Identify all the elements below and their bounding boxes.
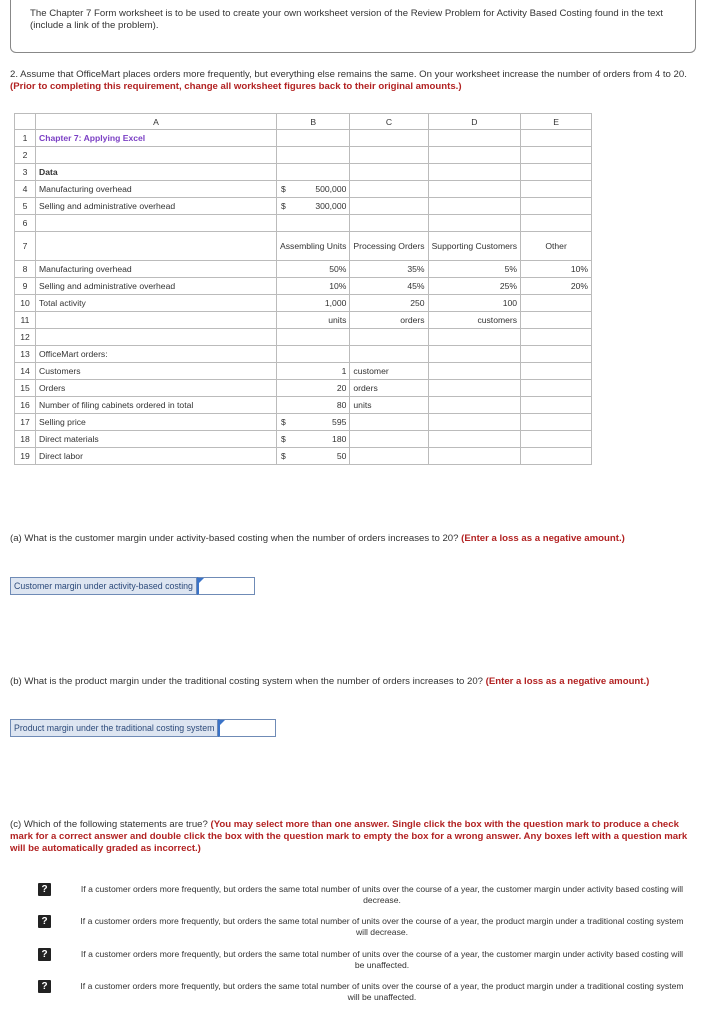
sheet-row bbox=[15, 431, 592, 448]
requirement-instruction: (Prior to completing this requirement, change all worksheet figures back to their original amounts.) bbox=[10, 81, 462, 92]
value-cell: 250 bbox=[350, 295, 428, 312]
row-label: Manufacturing overhead bbox=[36, 261, 277, 278]
column-header-b: B bbox=[277, 114, 350, 130]
question-a-text: (a) What is the customer margin under activity-based costing when the number of orders increases to 20? bbox=[10, 533, 462, 544]
direct-materials-value: 180 bbox=[332, 434, 347, 444]
sheet-row bbox=[15, 414, 592, 431]
value-cell: 80 bbox=[277, 397, 350, 414]
cell bbox=[521, 215, 592, 232]
sheet-row bbox=[15, 198, 592, 215]
customer-margin-input[interactable] bbox=[197, 577, 255, 595]
sheet-row bbox=[15, 278, 592, 295]
choice-item bbox=[38, 916, 688, 938]
cell bbox=[350, 414, 428, 431]
sheet-row bbox=[15, 215, 592, 232]
cell bbox=[521, 363, 592, 380]
sga-value: 300,000 bbox=[315, 201, 347, 211]
cell bbox=[350, 130, 428, 147]
sheet-row bbox=[15, 130, 592, 147]
row-number: 9 bbox=[15, 278, 36, 295]
choice-text: If a customer orders more frequently, but orders the same total number of units over the course of a year, the customer margin under activity based costing will decrease. bbox=[80, 884, 684, 905]
row-number: 2 bbox=[15, 147, 36, 164]
pool-header-processing: Processing Orders bbox=[350, 232, 428, 261]
choice-item bbox=[38, 981, 688, 1003]
column-header-d: D bbox=[428, 114, 521, 130]
row-label: Direct labor bbox=[36, 448, 277, 465]
corner-cell bbox=[15, 114, 36, 130]
row-label: Selling and administrative overhead bbox=[36, 278, 277, 295]
row-number: 8 bbox=[15, 261, 36, 278]
row-number: 16 bbox=[15, 397, 36, 414]
sga-label: Selling and administrative overhead bbox=[36, 198, 277, 215]
cell bbox=[277, 130, 350, 147]
product-margin-input[interactable] bbox=[218, 719, 276, 737]
cell bbox=[36, 215, 277, 232]
row-label: Direct materials bbox=[36, 431, 277, 448]
sga-cell bbox=[277, 198, 350, 215]
choice-text: If a customer orders more frequently, but orders the same total number of units over the course of a year, the product margin under a traditional costing system will decrease. bbox=[80, 916, 684, 937]
cell bbox=[277, 164, 350, 181]
unit-cell: orders bbox=[350, 312, 428, 329]
value-cell: 10% bbox=[277, 278, 350, 295]
unit-cell: orders bbox=[350, 380, 428, 397]
question-mark-checkbox[interactable]: ? bbox=[38, 948, 51, 961]
cell bbox=[428, 215, 521, 232]
cell bbox=[521, 397, 592, 414]
cell bbox=[521, 295, 592, 312]
cell bbox=[350, 147, 428, 164]
customer-margin-label: Customer margin under activity-based costing bbox=[10, 577, 197, 595]
column-header-e: E bbox=[521, 114, 592, 130]
pool-header-assembling: Assembling Units bbox=[277, 232, 350, 261]
question-c-text: (c) Which of the following statements are true? bbox=[10, 819, 211, 830]
value-cell: 50% bbox=[277, 261, 350, 278]
row-label: Customers bbox=[36, 363, 277, 380]
cell bbox=[521, 147, 592, 164]
question-c-instruction: (You may select more than one answer. Single click the box with the question mark to produce a check mark for a correct answer and double click the box with the question mark to empty the box for a wrong answer. Any boxes left with a question mark will be automatically graded as incorrect.) bbox=[10, 819, 688, 854]
value-cell: 100 bbox=[428, 295, 521, 312]
cell bbox=[350, 198, 428, 215]
value-cell: 10% bbox=[521, 261, 592, 278]
sheet-row bbox=[15, 232, 592, 261]
cell bbox=[428, 397, 521, 414]
data-label: Data bbox=[36, 164, 277, 181]
sheet-row bbox=[15, 448, 592, 465]
value-cell: 20% bbox=[521, 278, 592, 295]
question-mark-checkbox[interactable]: ? bbox=[38, 915, 51, 928]
choice-item bbox=[38, 884, 688, 906]
value-cell: 5% bbox=[428, 261, 521, 278]
cell bbox=[428, 147, 521, 164]
row-number: 18 bbox=[15, 431, 36, 448]
cell bbox=[428, 329, 521, 346]
column-header-row bbox=[15, 114, 592, 130]
row-number: 17 bbox=[15, 414, 36, 431]
row-number: 11 bbox=[15, 312, 36, 329]
value-cell: 35% bbox=[350, 261, 428, 278]
direct-materials-cell bbox=[277, 431, 350, 448]
column-header-a: A bbox=[36, 114, 277, 130]
cell bbox=[350, 164, 428, 181]
currency-symbol: $ bbox=[281, 184, 286, 194]
choice-text: If a customer orders more frequently, but orders the same total number of units over the course of a year, the product margin under a traditional costing system will be unaffected. bbox=[80, 981, 684, 1002]
question-b-instruction: (Enter a loss as a negative amount.) bbox=[485, 676, 650, 687]
sheet-row bbox=[15, 363, 592, 380]
row-label: OfficeMart orders: bbox=[36, 346, 277, 363]
cell bbox=[521, 164, 592, 181]
question-b bbox=[10, 676, 700, 688]
row-number: 19 bbox=[15, 448, 36, 465]
cell bbox=[428, 363, 521, 380]
cell bbox=[350, 181, 428, 198]
sheet-row bbox=[15, 397, 592, 414]
cell bbox=[350, 448, 428, 465]
cell bbox=[36, 329, 277, 346]
row-number: 4 bbox=[15, 181, 36, 198]
answer-row-b bbox=[10, 719, 276, 737]
cell bbox=[521, 130, 592, 147]
cell bbox=[428, 198, 521, 215]
cell bbox=[350, 346, 428, 363]
cell bbox=[350, 215, 428, 232]
cell bbox=[277, 215, 350, 232]
cell bbox=[277, 147, 350, 164]
sheet-row bbox=[15, 312, 592, 329]
cell bbox=[521, 181, 592, 198]
cell bbox=[428, 431, 521, 448]
row-label: Total activity bbox=[36, 295, 277, 312]
question-mark-checkbox[interactable]: ? bbox=[38, 883, 51, 896]
intro-text: The Chapter 7 Form worksheet is to be used to create your own worksheet version of the Review Problem for Activity Based Costing found in the text (include a link of the problem). bbox=[30, 8, 663, 31]
cell bbox=[428, 346, 521, 363]
row-label: Orders bbox=[36, 380, 277, 397]
sheet-row bbox=[15, 380, 592, 397]
worksheet-table bbox=[14, 113, 592, 465]
cell bbox=[36, 147, 277, 164]
cell bbox=[521, 380, 592, 397]
unit-cell: units bbox=[277, 312, 350, 329]
answer-row-a bbox=[10, 577, 255, 595]
sheet-row bbox=[15, 164, 592, 181]
direct-labor-value: 50 bbox=[336, 451, 347, 461]
sheet-row bbox=[15, 295, 592, 312]
cell bbox=[428, 130, 521, 147]
cell bbox=[428, 164, 521, 181]
mfg-overhead-label: Manufacturing overhead bbox=[36, 181, 277, 198]
cell bbox=[521, 198, 592, 215]
cell bbox=[521, 346, 592, 363]
cell bbox=[277, 346, 350, 363]
row-number: 5 bbox=[15, 198, 36, 215]
selling-price-cell bbox=[277, 414, 350, 431]
row-number: 15 bbox=[15, 380, 36, 397]
value-cell: 25% bbox=[428, 278, 521, 295]
requirement-text bbox=[10, 69, 700, 93]
currency-symbol: $ bbox=[281, 417, 286, 427]
choice-text: If a customer orders more frequently, but orders the same total number of units over the course of a year, the customer margin under activity based costing will be unaffected. bbox=[80, 949, 684, 970]
unit-cell: customers bbox=[428, 312, 521, 329]
cell bbox=[36, 312, 277, 329]
cell bbox=[428, 448, 521, 465]
question-a-instruction: (Enter a loss as a negative amount.) bbox=[461, 533, 625, 544]
unit-cell: customer bbox=[350, 363, 428, 380]
row-number: 10 bbox=[15, 295, 36, 312]
sheet-row bbox=[15, 346, 592, 363]
row-number: 13 bbox=[15, 346, 36, 363]
choice-item bbox=[38, 949, 688, 971]
column-header-c: C bbox=[350, 114, 428, 130]
product-margin-label: Product margin under the traditional costing system bbox=[10, 719, 218, 737]
row-number: 6 bbox=[15, 215, 36, 232]
currency-symbol: $ bbox=[281, 451, 286, 461]
cell bbox=[521, 329, 592, 346]
mfg-overhead-cell bbox=[277, 181, 350, 198]
cell bbox=[521, 431, 592, 448]
value-cell: 1,000 bbox=[277, 295, 350, 312]
question-c bbox=[10, 819, 700, 855]
currency-symbol: $ bbox=[281, 201, 286, 211]
selling-price-value: 595 bbox=[332, 417, 347, 427]
requirement-body: 2. Assume that OfficeMart places orders more frequently, but everything else remains the same. On your worksheet increase the number of orders from 4 to 20. bbox=[10, 69, 687, 80]
pool-header-supporting: Supporting Customers bbox=[428, 232, 521, 261]
value-cell: 1 bbox=[277, 363, 350, 380]
row-number: 14 bbox=[15, 363, 36, 380]
question-mark-checkbox[interactable]: ? bbox=[38, 980, 51, 993]
currency-symbol: $ bbox=[281, 434, 286, 444]
row-number: 1 bbox=[15, 130, 36, 147]
cell bbox=[350, 431, 428, 448]
sheet-row bbox=[15, 329, 592, 346]
sheet-row bbox=[15, 147, 592, 164]
sheet-row bbox=[15, 261, 592, 278]
cell bbox=[521, 414, 592, 431]
value-cell: 45% bbox=[350, 278, 428, 295]
cell bbox=[428, 414, 521, 431]
value-cell: 20 bbox=[277, 380, 350, 397]
question-a bbox=[10, 533, 700, 545]
cell bbox=[277, 329, 350, 346]
row-number: 3 bbox=[15, 164, 36, 181]
cell bbox=[428, 380, 521, 397]
cell bbox=[521, 448, 592, 465]
row-label: Number of filing cabinets ordered in total bbox=[36, 397, 277, 414]
direct-labor-cell bbox=[277, 448, 350, 465]
cell bbox=[521, 312, 592, 329]
pool-header-other: Other bbox=[521, 232, 592, 261]
row-number: 7 bbox=[15, 232, 36, 261]
cell bbox=[350, 329, 428, 346]
row-label: Selling price bbox=[36, 414, 277, 431]
row-number: 12 bbox=[15, 329, 36, 346]
mfg-overhead-value: 500,000 bbox=[315, 184, 347, 194]
unit-cell: units bbox=[350, 397, 428, 414]
question-b-text: (b) What is the product margin under the traditional costing system when the number of orders increases to 20? bbox=[10, 676, 486, 687]
cell bbox=[428, 181, 521, 198]
sheet-title: Chapter 7: Applying Excel bbox=[36, 130, 277, 147]
sheet-row bbox=[15, 181, 592, 198]
cell bbox=[36, 232, 277, 261]
